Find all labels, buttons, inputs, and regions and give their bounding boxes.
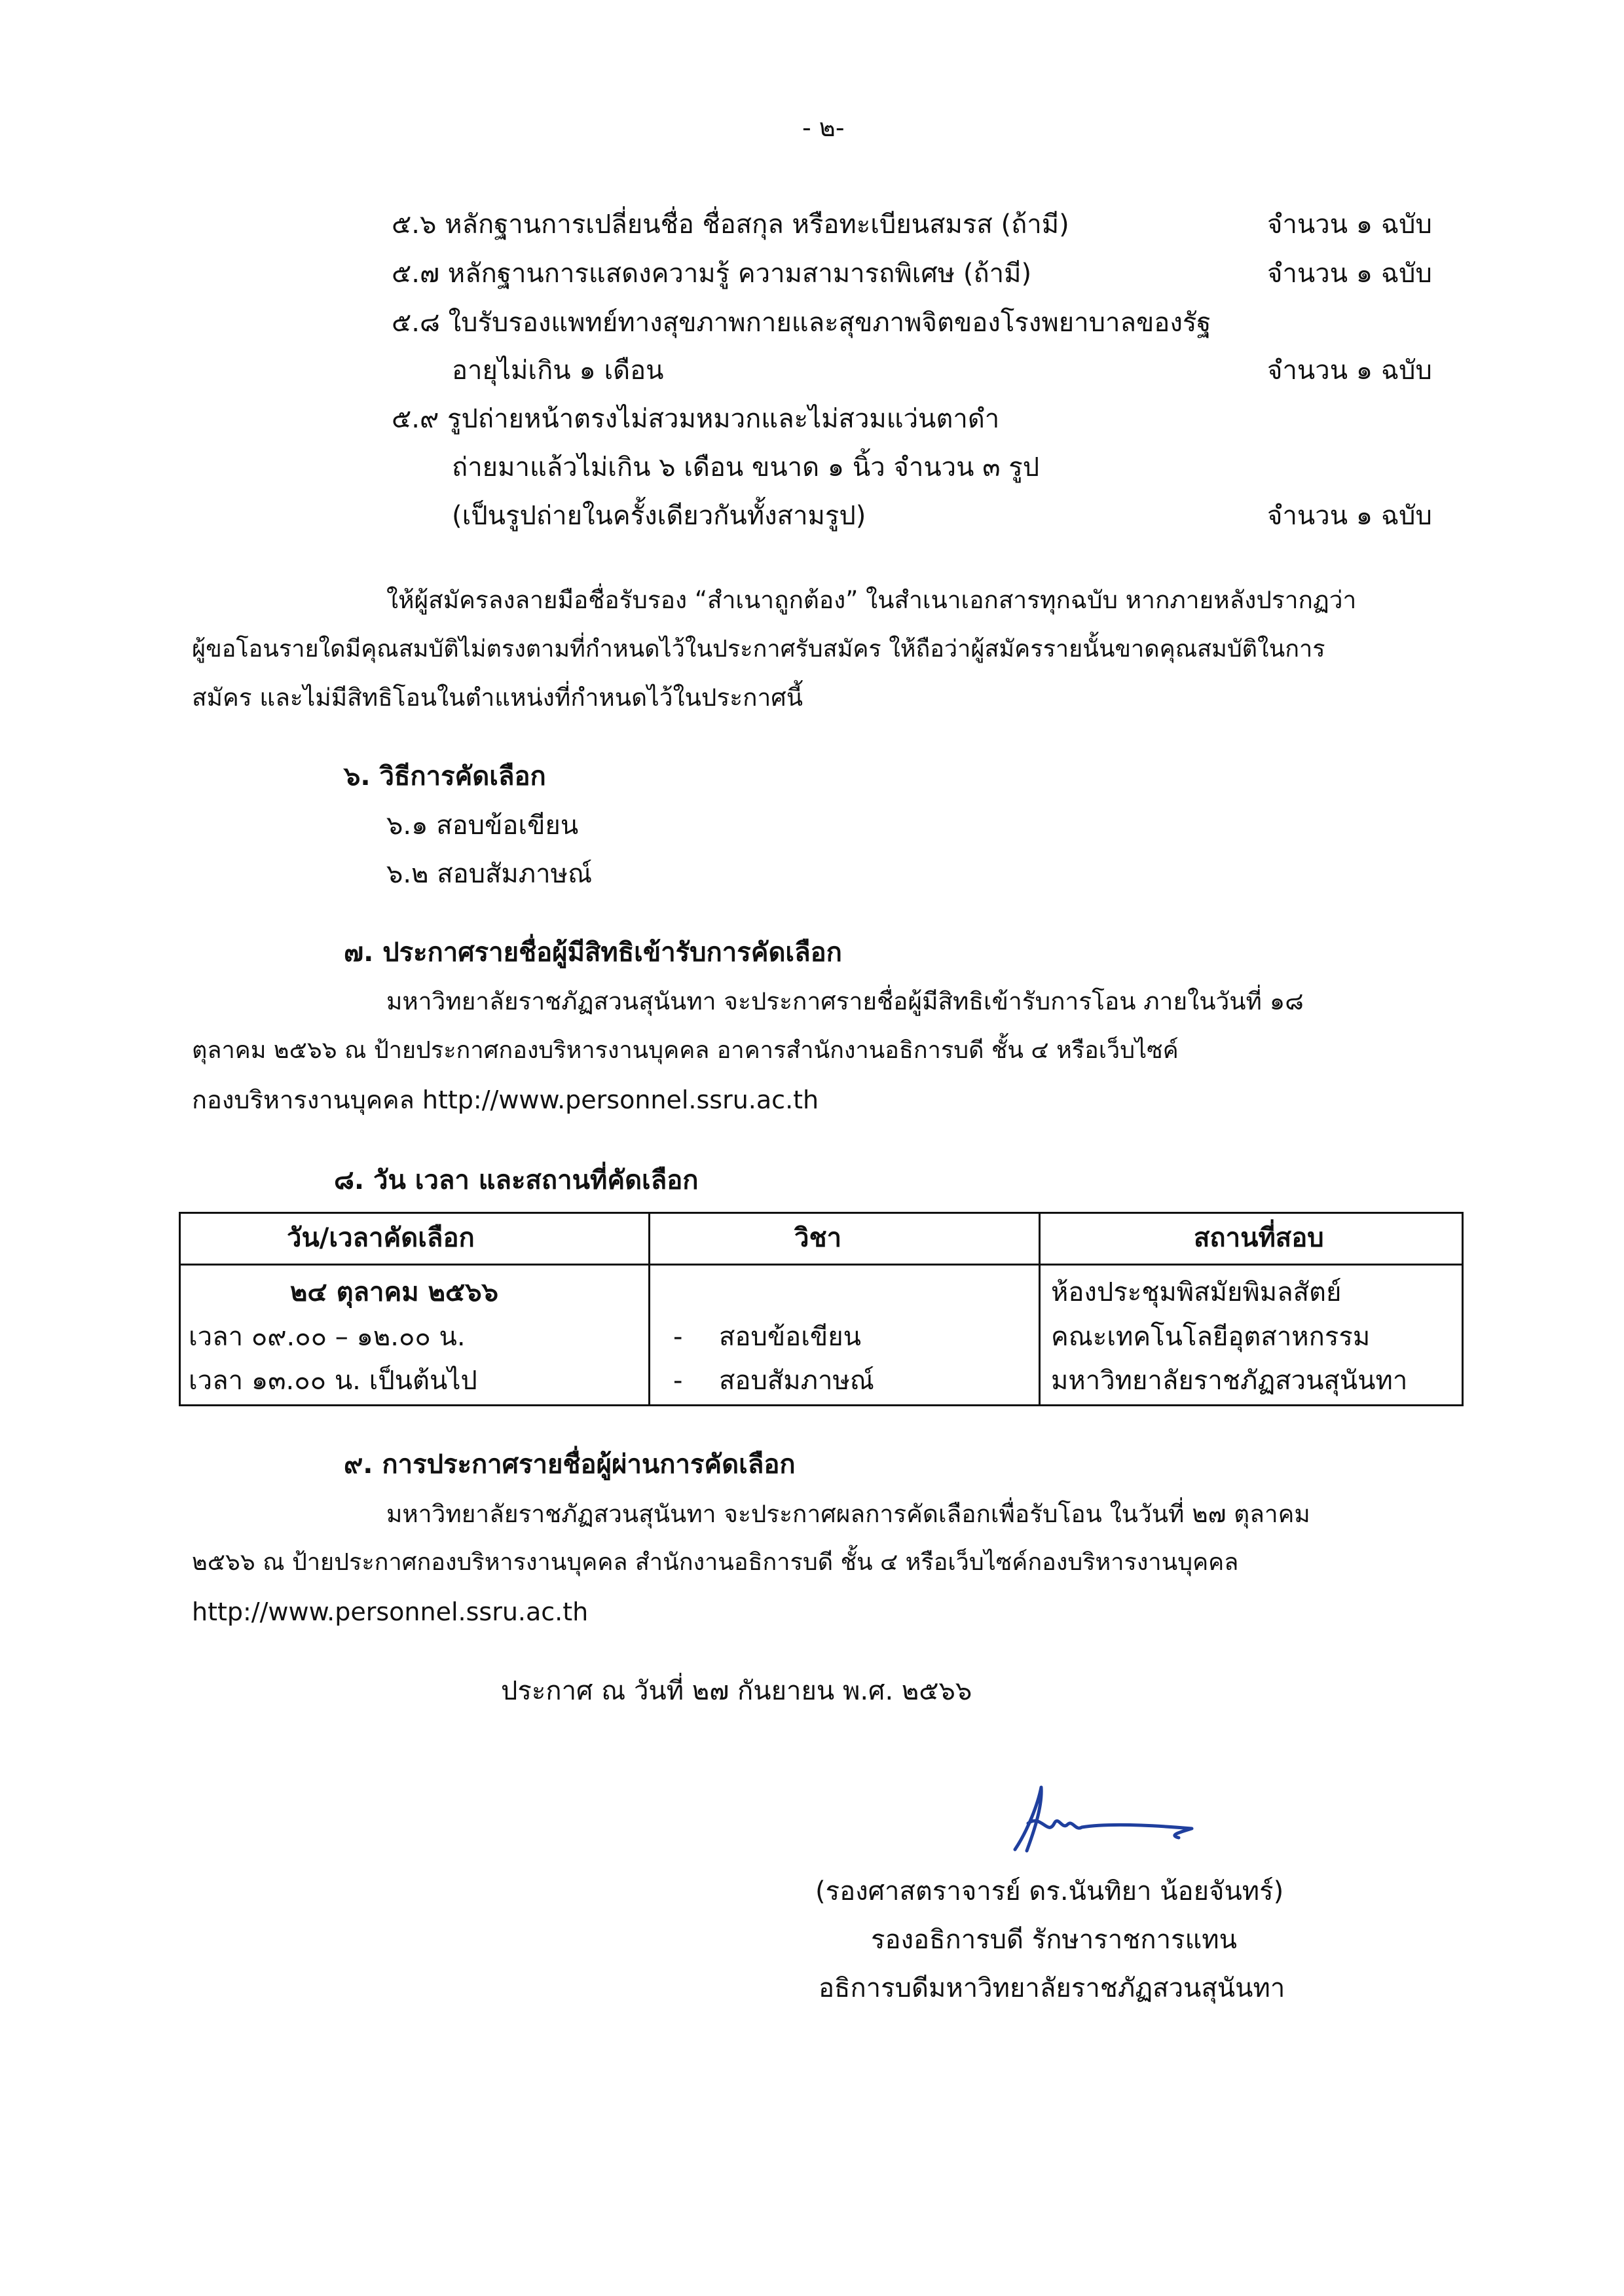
section-6-item-2: ๖.๒ สอบสัมภาษณ์ [386,859,593,889]
doc-item-5-7: ๕.๗ หลักฐานการแสดงความรู้ ความสามารถพิเศษ (ถ้ามี) [392,259,1032,289]
signatory-name: (รองศาสตราจารย์ ดร.นันทิยา น้อยจันทร์) [815,1876,1284,1906]
doc-item-5-9-line3: (เป็นรูปถ่ายในครั้งเดียวกันทั้งสามรูป) [452,501,866,531]
doc-item-5-9: ๕.๙ รูปถ่ายหน้าตรงไม่สวมหมวกและไม่สวมแว่นตาดำ [392,404,1000,434]
section-9-line-1: มหาวิทยาลัยราชภัฏสวนสุนันทา จะประกาศผลการคัดเลือกเพื่อรับโอน ในวันที่ ๒๗ ตุลาคม [386,1500,1310,1528]
schedule-table [179,1212,1464,1406]
doc-item-5-7-count: จำนวน ๑ ฉบับ [1267,259,1432,289]
section-9-line-2: ๒๕๖๖ ณ ป้ายประกาศกองบริหารงานบุคคล สำนักงานอธิการบดี ชั้น ๔ หรือเว็บไซค์กองบริหารงานบุคคล [192,1549,1239,1576]
table-place-3: มหาวิทยาลัยราชภัฏสวนสุนันทา [1051,1366,1408,1396]
section-8-heading: ๘. วัน เวลา และสถานที่คัดเลือก [334,1165,699,1195]
signatory-position-1: รองอธิการบดี รักษาราชการแทน [871,1925,1238,1955]
doc-item-5-8-line2: อายุไม่เกิน ๑ เดือน [452,355,664,386]
section-7-heading: ๗. ประกาศรายชื่อผู้มีสิทธิเข้ารับการคัดเลือก [344,938,842,968]
section-7-line-3: กองบริหารงานบุคคล http://www.personnel.ssru.ac.th [192,1085,819,1114]
table-time-1: เวลา ๐๙.๐๐ – ๑๒.๐๐ น. [189,1322,466,1352]
certify-line-3: สมัคร และไม่มีสิทธิโอนในตำแหน่งที่กำหนดไว้ในประกาศนี้ [192,683,803,712]
doc-item-5-8: ๕.๘ ใบรับรองแพทย์ทางสุขภาพกายและสุขภาพจิตของโรงพยาบาลของรัฐ [392,308,1211,338]
doc-item-5-6-count: จำนวน ๑ ฉบับ [1267,210,1432,240]
section-9-line-3: http://www.personnel.ssru.ac.th [192,1597,589,1626]
table-subject-dash-1: - [673,1322,683,1352]
table-header-date: วัน/เวลาคัดเลือก [287,1223,475,1253]
table-header-place: สถานที่สอบ [1194,1223,1324,1253]
table-date: ๒๔ ตุลาคม ๒๕๖๖ [290,1277,498,1307]
section-6-item-1: ๖.๑ สอบข้อเขียน [386,811,579,841]
certify-line-1: ให้ผู้สมัครลงลายมือชื่อรับรอง “สำเนาถูกต้อง” ในสำเนาเอกสารทุกฉบับ หากภายหลังปรากฏว่า [386,586,1357,614]
doc-item-5-9-count: จำนวน ๑ ฉบับ [1267,501,1432,531]
table-subject-dash-2: - [673,1366,683,1396]
section-7-line-1: มหาวิทยาลัยราชภัฏสวนสุนันทา จะประกาศรายชื่อผู้มีสิทธิเข้ารับการโอน ภายในวันที่ ๑๘ [386,987,1304,1015]
table-header-subject: วิชา [794,1223,842,1253]
doc-item-5-6: ๕.๖ หลักฐานการเปลี่ยนชื่อ ชื่อสกุล หรือทะเบียนสมรส (ถ้ามี) [392,210,1069,240]
section-6-heading: ๖. วิธีการคัดเลือก [344,761,546,792]
certify-line-2: ผู้ขอโอนรายใดมีคุณสมบัติไม่ตรงตามที่กำหนดไว้ในประกาศรับสมัคร ให้ถือว่าผู้สมัครรายนั้นขาดคุณสมบัติในการ [192,636,1325,663]
doc-item-5-9-line2: ถ่ายมาแล้วไม่เกิน ๖ เดือน ขนาด ๑ นิ้ว จำนวน ๓ รูป [452,452,1040,483]
table-place-2: คณะเทคโนโลยีอุตสาหกรรม [1051,1322,1371,1352]
table-subject-2: สอบสัมภาษณ์ [719,1366,874,1396]
table-subject-1: สอบข้อเขียน [719,1322,861,1352]
page-number: - ๒- [802,113,845,142]
table-place-1: ห้องประชุมพิสมัยพิมลสัตย์ [1051,1277,1342,1307]
table-time-2: เวลา ๑๓.๐๐ น. เป็นต้นไป [189,1366,477,1396]
section-7-line-2: ตุลาคม ๒๕๖๖ ณ ป้ายประกาศกองบริหารงานบุคคล อาคารสำนักงานอธิการบดี ชั้น ๔ หรือเว็บไซค์ [192,1037,1179,1064]
doc-item-5-8-count: จำนวน ๑ ฉบับ [1267,355,1432,386]
signatory-position-2: อธิการบดีมหาวิทยาลัยราชภัฏสวนสุนันทา [819,1973,1285,2003]
signature-mark [1002,1777,1198,1863]
announce-date: ประกาศ ณ วันที่ ๒๗ กันยายน พ.ศ. ๒๕๖๖ [501,1676,972,1706]
section-9-heading: ๙. การประกาศรายชื่อผู้ผ่านการคัดเลือก [344,1449,796,1480]
